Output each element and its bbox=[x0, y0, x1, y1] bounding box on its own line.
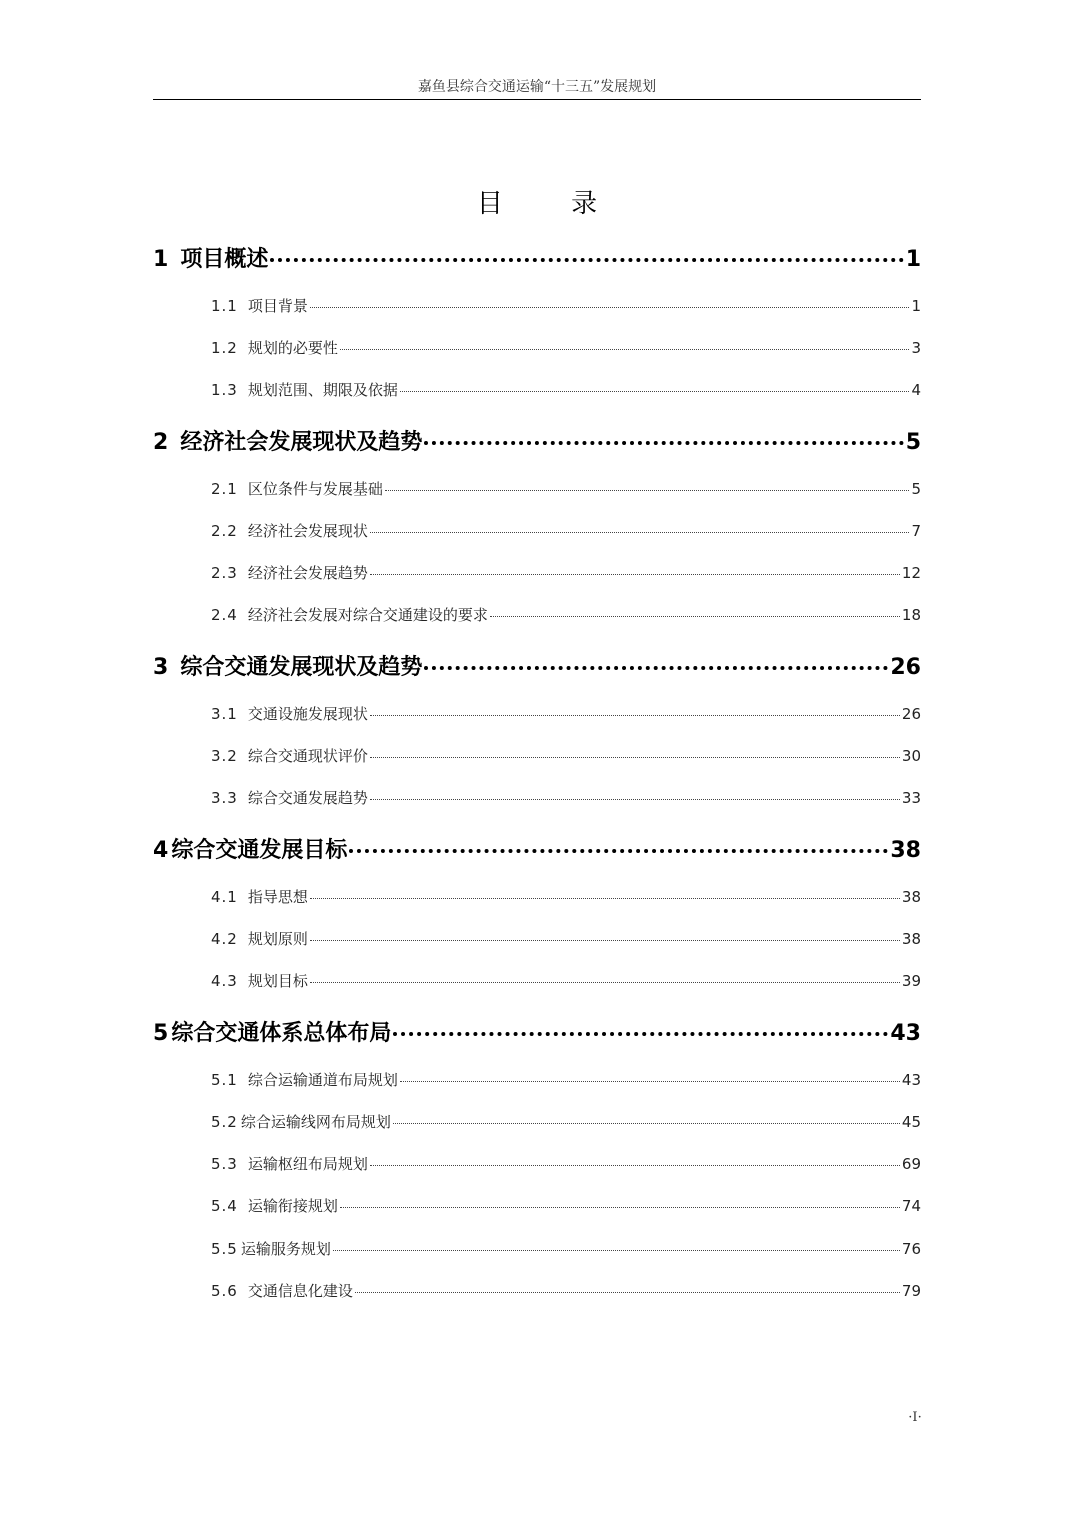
toc-entry-page: 79 bbox=[901, 1282, 921, 1300]
dot-leader bbox=[385, 490, 910, 491]
toc-entry-label: 项目概述 bbox=[180, 247, 269, 272]
toc-entry-label: 交通信息化建设 bbox=[247, 1282, 353, 1300]
toc-entry-label: 运输枢纽布局规划 bbox=[247, 1155, 368, 1173]
toc-entry-1-2[interactable] bbox=[211, 337, 921, 359]
toc-entry-number: 2 bbox=[153, 430, 169, 455]
dot-leader bbox=[393, 1032, 888, 1036]
toc-entry-page: 18 bbox=[901, 606, 921, 624]
toc-entry-2-2[interactable] bbox=[211, 520, 921, 542]
toc-entry-page: 38 bbox=[901, 888, 921, 906]
toc-entry-label: 经济社会发展现状 bbox=[247, 522, 368, 540]
toc-entry-label: 综合交通现状评价 bbox=[247, 747, 368, 765]
toc-entry-page: 39 bbox=[901, 972, 921, 990]
toc-entry-number: 3.2 bbox=[211, 747, 238, 765]
toc-entry-4-2[interactable] bbox=[211, 928, 921, 950]
toc-entry-number: 4 bbox=[153, 838, 169, 863]
toc-entry-page: 3 bbox=[911, 339, 921, 357]
toc-entry-number: 1.2 bbox=[211, 339, 238, 357]
toc-entry-2[interactable] bbox=[153, 425, 921, 455]
dot-leader bbox=[310, 940, 900, 941]
toc-entry-label: 规划原则 bbox=[247, 930, 308, 948]
toc-entry-page: 30 bbox=[901, 747, 921, 765]
toc-entry-label: 综合交通发展趋势 bbox=[247, 789, 368, 807]
toc-entry-number: 5.4 bbox=[211, 1197, 238, 1215]
toc-entry-number: 5.1 bbox=[211, 1071, 238, 1089]
toc-entry-number: 2.3 bbox=[211, 564, 238, 582]
toc-entry-2-1[interactable] bbox=[211, 478, 921, 500]
toc-entry-number: 2.2 bbox=[211, 522, 238, 540]
toc-entry-number: 5 bbox=[153, 1021, 169, 1046]
toc-entry-number: 4.3 bbox=[211, 972, 238, 990]
toc-entry-1-3[interactable] bbox=[211, 379, 921, 401]
dot-leader bbox=[349, 849, 888, 853]
toc-entry-page: 69 bbox=[901, 1155, 921, 1173]
toc-entry-3[interactable] bbox=[153, 650, 921, 680]
toc-entry-4[interactable] bbox=[153, 833, 921, 863]
toc-entry-number: 2.1 bbox=[211, 480, 238, 498]
toc-entry-page: 38 bbox=[901, 930, 921, 948]
toc-entry-label: 综合运输线网布局规划 bbox=[240, 1113, 391, 1131]
toc-entry-3-2[interactable] bbox=[211, 745, 921, 767]
toc-entry-number: 3.1 bbox=[211, 705, 238, 723]
dot-leader bbox=[490, 616, 900, 617]
toc-entry-page: 26 bbox=[901, 705, 921, 723]
toc-entry-3-1[interactable] bbox=[211, 703, 921, 725]
toc-entry-label: 运输服务规划 bbox=[240, 1240, 331, 1258]
dot-leader bbox=[370, 1165, 900, 1166]
dot-leader bbox=[370, 799, 900, 800]
toc-entry-page: 76 bbox=[901, 1240, 921, 1258]
toc-entry-page: 33 bbox=[901, 789, 921, 807]
toc-entry-5-6[interactable] bbox=[211, 1280, 921, 1302]
toc-entry-5-2[interactable] bbox=[211, 1111, 921, 1133]
toc-entry-number: 4.1 bbox=[211, 888, 238, 906]
toc-entry-label: 规划的必要性 bbox=[247, 339, 338, 357]
toc-entry-5-1[interactable] bbox=[211, 1069, 921, 1091]
dot-leader bbox=[400, 1081, 900, 1082]
toc-entry-number: 5.3 bbox=[211, 1155, 238, 1173]
toc-entry-5-4[interactable] bbox=[211, 1195, 921, 1217]
toc-entry-page: 7 bbox=[911, 522, 921, 540]
toc-entry-number: 5.2 bbox=[211, 1113, 238, 1131]
toc-entry-number: 4.2 bbox=[211, 930, 238, 948]
toc-entry-number: 1.1 bbox=[211, 297, 238, 315]
dot-leader bbox=[424, 666, 888, 670]
dot-leader bbox=[333, 1250, 900, 1251]
toc-entry-label: 运输衔接规划 bbox=[247, 1197, 338, 1215]
toc-entry-5-5[interactable] bbox=[211, 1238, 921, 1260]
dot-leader bbox=[355, 1292, 900, 1293]
dot-leader bbox=[340, 349, 910, 350]
toc-entry-4-1[interactable] bbox=[211, 886, 921, 908]
toc-entry-page: 1 bbox=[911, 297, 921, 315]
dot-leader bbox=[400, 391, 910, 392]
toc-entry-label: 综合运输通道布局规划 bbox=[247, 1071, 398, 1089]
page-header: 嘉鱼县综合交通运输“十三五”发展规划 bbox=[417, 79, 657, 95]
toc-entry-page: 5 bbox=[911, 480, 921, 498]
dot-leader bbox=[370, 715, 900, 716]
toc-entry-label: 综合交通体系总体布局 bbox=[171, 1021, 392, 1046]
toc-entry-page: 26 bbox=[890, 655, 921, 680]
toc-entry-page: 1 bbox=[905, 247, 921, 272]
toc-entry-page: 5 bbox=[905, 430, 921, 455]
header-rule bbox=[153, 99, 921, 100]
toc-entry-page: 4 bbox=[911, 381, 921, 399]
toc-entry-number: 3 bbox=[153, 655, 169, 680]
toc-entry-label: 经济社会发展现状及趋势 bbox=[180, 430, 423, 455]
dot-leader bbox=[370, 532, 910, 533]
toc-entry-number: 5.5 bbox=[211, 1240, 238, 1258]
toc-entry-4-3[interactable] bbox=[211, 970, 921, 992]
toc-entry-label: 经济社会发展对综合交通建设的要求 bbox=[247, 606, 488, 624]
toc-entry-3-3[interactable] bbox=[211, 787, 921, 809]
dot-leader bbox=[370, 574, 900, 575]
toc-entry-number: 5.6 bbox=[211, 1282, 238, 1300]
dot-leader bbox=[424, 441, 903, 445]
toc-entry-number: 3.3 bbox=[211, 789, 238, 807]
dot-leader bbox=[310, 307, 910, 308]
dot-leader bbox=[270, 258, 903, 262]
dot-leader bbox=[393, 1123, 900, 1124]
toc-entry-label: 区位条件与发展基础 bbox=[247, 480, 383, 498]
toc-entry-number: 1 bbox=[153, 247, 169, 272]
dot-leader bbox=[370, 757, 900, 758]
dot-leader bbox=[310, 982, 900, 983]
toc-entry-page: 74 bbox=[901, 1197, 921, 1215]
toc-entry-label: 指导思想 bbox=[247, 888, 308, 906]
toc-entry-page: 12 bbox=[901, 564, 921, 582]
toc-entry-1-1[interactable] bbox=[211, 295, 921, 317]
toc-entry-label: 经济社会发展趋势 bbox=[247, 564, 368, 582]
dot-leader bbox=[340, 1207, 900, 1208]
toc-entry-1[interactable] bbox=[153, 242, 921, 272]
toc-entry-page: 43 bbox=[901, 1071, 921, 1089]
toc-entry-2-4[interactable] bbox=[211, 604, 921, 626]
toc-entry-page: 43 bbox=[890, 1021, 921, 1046]
toc-entry-label: 综合交通发展现状及趋势 bbox=[180, 655, 423, 680]
dot-leader bbox=[310, 898, 900, 899]
toc-entry-5-3[interactable] bbox=[211, 1153, 921, 1175]
toc-entry-label: 交通设施发展现状 bbox=[247, 705, 368, 723]
toc-entry-label: 规划范围、期限及依据 bbox=[247, 381, 398, 399]
toc-entry-number: 1.3 bbox=[211, 381, 238, 399]
toc-entry-label: 综合交通发展目标 bbox=[171, 838, 348, 863]
toc-entry-page: 38 bbox=[890, 838, 921, 863]
toc-entry-2-3[interactable] bbox=[211, 562, 921, 584]
toc-entry-page: 45 bbox=[901, 1113, 921, 1131]
toc-entry-number: 2.4 bbox=[211, 606, 238, 624]
toc-entry-5[interactable] bbox=[153, 1016, 921, 1046]
toc-entry-label: 规划目标 bbox=[247, 972, 308, 990]
page-number: ·I· bbox=[908, 1410, 922, 1425]
toc-entry-label: 项目背景 bbox=[247, 297, 308, 315]
toc-title: 目 录 bbox=[476, 189, 628, 219]
